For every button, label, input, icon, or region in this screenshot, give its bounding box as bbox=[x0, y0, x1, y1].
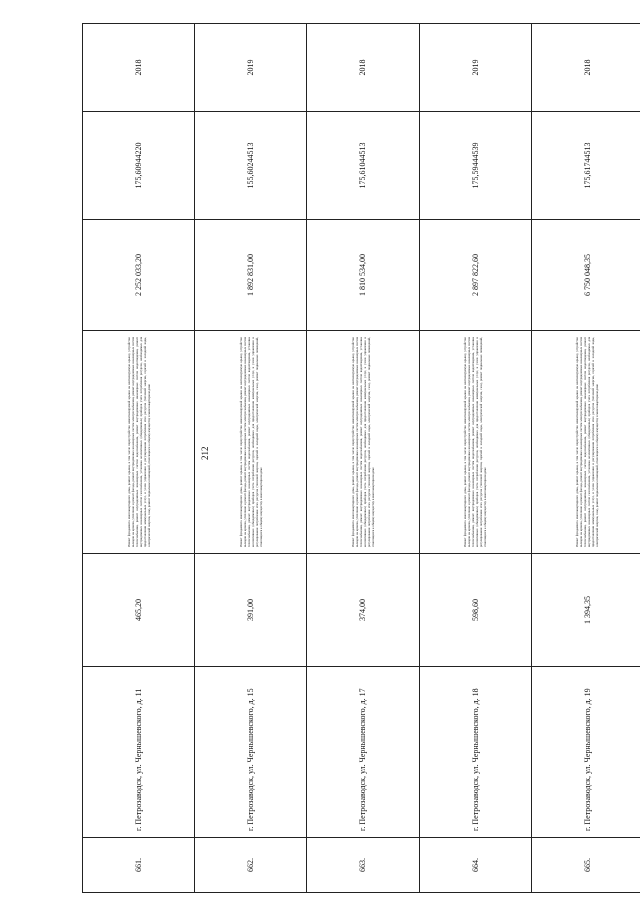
area-cell: 391,00 bbox=[195, 554, 307, 667]
area-cell: 1 394,35 bbox=[531, 554, 640, 667]
works-text: Ремонт фундамента многоквартирного дома, ремонт крыши, в том числе переустройство невентилируемой крыши на вентилируемую крышу, устройство выходов на кровлю, утепление и ремонт фасада, ремонт внутридомовых инженерных систем электроснабжения, ремонт внутридомовых инженерных систем теплоснабжения, ремонт внутридомовых инженерных систем водоснабжения, ремонт внутридомовых инженерных систем водоотведения, установка коллективных (общедомовых) приборов учета потребления ресурсов, необходимых для предоставления коммунальных услуг, и узлов управления и регулирования потребления этих ресурсов (тепловой энергии, горячей и холодной воды, электрической энергии, газа), ремонт подвальных помещений, относящихся к общему имуществу в многоквартирном доме bbox=[350, 337, 375, 547]
cost-cell: 2 252 033,20 bbox=[83, 220, 195, 331]
cost-cell: 6 750 048,35 bbox=[531, 220, 640, 331]
table-row bbox=[195, 24, 307, 893]
table-row bbox=[531, 24, 640, 893]
table-row bbox=[307, 24, 419, 893]
cost-cell: 1 810 534,00 bbox=[307, 220, 419, 331]
year-cell: 2019 bbox=[419, 24, 531, 112]
rate-cell: 175,61744513 bbox=[531, 112, 640, 220]
year-cell: 2018 bbox=[83, 24, 195, 112]
row-number: 664. bbox=[419, 838, 531, 893]
rate-cell: 155,60244513 bbox=[195, 112, 307, 220]
address-cell: г. Петрозаводск, ул. Чернышевского, д. 19 bbox=[531, 667, 640, 838]
rate-cell: 175,61044513 bbox=[307, 112, 419, 220]
year-cell: 2018 bbox=[307, 24, 419, 112]
works-cell bbox=[531, 331, 640, 554]
row-number: 665. bbox=[531, 838, 640, 893]
works-cell bbox=[307, 331, 419, 554]
table-row bbox=[419, 24, 531, 893]
address-cell: г. Петрозаводск, ул. Чернышевского, д. 11 bbox=[83, 667, 195, 838]
address-cell: г. Петрозаводск, ул. Чернышевского, д. 18 bbox=[419, 667, 531, 838]
area-cell: 374,00 bbox=[307, 554, 419, 667]
page-number: 212 bbox=[200, 446, 210, 460]
works-text: Ремонт фундамента многоквартирного дома, ремонт крыши, в том числе переустройство невентилируемой крыши на вентилируемую крышу, устройство выходов на кровлю, утепление и ремонт фасада, ремонт внутридомовых инженерных систем электроснабжения, ремонт внутридомовых инженерных систем теплоснабжения, ремонт внутридомовых инженерных систем водоснабжения, ремонт внутридомовых инженерных систем водоотведения, ремонт внутридомовых инженерных систем газоснабжения, установка коллективных (общедомовых) приборов учета потребления ресурсов, необходимых для предоставления коммунальных услуг, и узлов управления и регулирования потребления этих ресурсов (тепловой энергии, горячей и холодной воды, электрической энергии, газа), ремонт подвальных помещений, относящихся к общему имуществу в многоквартирном доме bbox=[575, 337, 600, 547]
year-cell: 2019 bbox=[195, 24, 307, 112]
works-cell bbox=[419, 331, 531, 554]
year-cell: 2018 bbox=[531, 24, 640, 112]
area-cell: 598,60 bbox=[419, 554, 531, 667]
registry-table bbox=[82, 23, 640, 893]
address-cell: г. Петрозаводск, ул. Чернышевского, д. 17 bbox=[307, 667, 419, 838]
rate-cell: 175,60944220 bbox=[83, 112, 195, 220]
cost-cell: 2 897 822,60 bbox=[419, 220, 531, 331]
area-cell: 465,20 bbox=[83, 554, 195, 667]
address-cell: г. Петрозаводск, ул. Чернышевского, д. 15 bbox=[195, 667, 307, 838]
table-row bbox=[83, 24, 195, 893]
row-number: 662. bbox=[195, 838, 307, 893]
works-text: Ремонт фундамента многоквартирного дома, ремонт крыши, в том числе переустройство невентилируемой крыши на вентилируемую крышу, устройство выходов на кровлю, утепление и ремонт фасада, ремонт внутридомовых инженерных систем электроснабжения, ремонт внутридомовых инженерных систем теплоснабжения, ремонт внутридомовых инженерных систем водоснабжения, ремонт внутридомовых инженерных систем водоотведения, установка коллективных (общедомовых) приборов учета потребления ресурсов, необходимых для предоставления коммунальных услуг, и узлов управления и регулирования потребления этих ресурсов (тепловой энергии, горячей и холодной воды, электрической энергии, газа), ремонт подвальных помещений, относящихся к общему имуществу в многоквартирном доме bbox=[463, 337, 488, 547]
works-text: Ремонт фундамента многоквартирного дома, ремонт крыши, в том числе переустройство невентилируемой крыши на вентилируемую крышу, устройство выходов на кровлю, утепление и ремонт фасада, ремонт внутридомовых инженерных систем электроснабжения, ремонт внутридомовых инженерных систем теплоснабжения, ремонт внутридомовых инженерных систем водоснабжения, ремонт внутридомовых инженерных систем водоотведения, ремонт внутридомовых инженерных систем газоснабжения, установка коллективных (общедомовых) приборов учета потребления ресурсов, необходимых для предоставления коммунальных услуг, и узлов управления и регулирования потребления этих ресурсов (тепловой энергии, горячей и холодной воды, электрической энергии, газа), ремонт подвальных помещений, относящихся к общему имуществу в многоквартирном доме bbox=[126, 337, 151, 547]
rate-cell: 175,59444539 bbox=[419, 112, 531, 220]
cost-cell: 1 892 831,00 bbox=[195, 220, 307, 331]
row-number: 661. bbox=[83, 838, 195, 893]
works-text: Ремонт фундамента многоквартирного дома, ремонт крыши, в том числе переустройство невентилируемой крыши на вентилируемую крышу, устройство выходов на кровлю, утепление и ремонт фасада, ремонт внутридомовых инженерных систем электроснабжения, ремонт внутридомовых инженерных систем теплоснабжения, ремонт внутридомовых инженерных систем водоснабжения, ремонт внутридомовых инженерных систем водоотведения, установка коллективных (общедомовых) приборов учета потребления ресурсов, необходимых для предоставления коммунальных услуг, и узлов управления и регулирования потребления этих ресурсов (тепловой энергии, горячей и холодной воды, электрической энергии, газа), ремонт подвальных помещений, относящихся к общему имуществу в многоквартирном доме bbox=[238, 337, 263, 547]
works-cell bbox=[83, 331, 195, 554]
row-number: 663. bbox=[307, 838, 419, 893]
works-cell bbox=[195, 331, 307, 554]
